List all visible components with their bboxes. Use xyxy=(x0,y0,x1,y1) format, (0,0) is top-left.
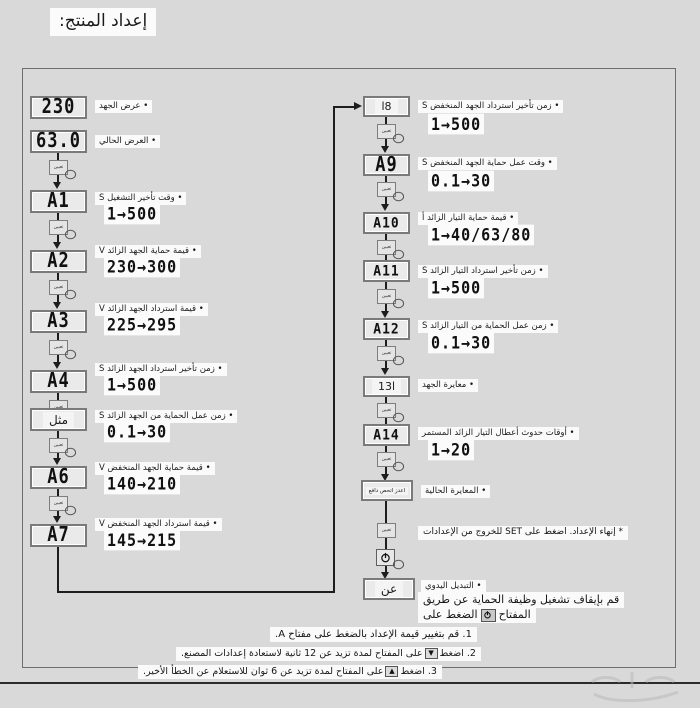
manual-switch-after: المفتاح xyxy=(498,608,531,621)
lcd-code-3: A2 xyxy=(47,249,70,273)
lcd-box-a4 xyxy=(30,370,87,393)
value-a3: 225→295 xyxy=(104,315,180,336)
value-a8: 1→500 xyxy=(428,114,484,135)
set-button-label: تعيين xyxy=(53,345,64,350)
manual-switch-line1: قم بإيقاف تشغيل وظيفة الحماية عن طريق xyxy=(418,592,624,608)
lcd-code-5: A4 xyxy=(47,369,70,393)
lcd-box-a12 xyxy=(363,318,410,340)
set-button-label: تعيين xyxy=(381,294,392,299)
set-button-r0[interactable] xyxy=(377,124,396,139)
value-a6: 140→210 xyxy=(104,474,180,495)
value-a2: 230→300 xyxy=(104,257,180,278)
set-button-label: تعيين xyxy=(381,245,392,250)
instruction-3-post: على المفتاح لمدة تزيد عن 6 ثوان للاستعلام عن الخطأ الأخير. xyxy=(143,666,384,677)
set-button-label: تعيين xyxy=(381,528,392,533)
value-a7: 145→215 xyxy=(104,530,180,551)
arrow-icon xyxy=(381,204,389,211)
set-button-label: تعيين xyxy=(53,501,64,506)
set-button-2[interactable] xyxy=(49,220,68,235)
arrow-icon xyxy=(354,102,362,110)
instruction-1 xyxy=(270,627,477,642)
instruction-1-num: 1. xyxy=(462,629,472,640)
set-button-4[interactable] xyxy=(49,340,68,355)
connector-line xyxy=(333,106,335,593)
lcd-box-a13 xyxy=(363,376,410,397)
label-a7: • قيمة استرداد الجهد المنخفض V xyxy=(95,518,222,531)
set-button-label: تعيين xyxy=(381,457,392,462)
label-a12: • زمن عمل الحماية من التيار الزائد S xyxy=(418,320,558,333)
manual-switch-code: عن xyxy=(375,581,403,597)
instruction-2-num: 2. xyxy=(466,648,476,659)
lcd-code-r6: A14 xyxy=(373,426,400,444)
label-current-calibration: • المعايرة الحالية xyxy=(421,485,490,498)
lcd-code-r7: اعدز اتحص دافع xyxy=(366,487,409,495)
power-icon xyxy=(380,552,391,563)
set-button-label: تعيين xyxy=(381,187,392,192)
label-a4: • زمن تأخير استرداد الجهد الزائد S xyxy=(95,363,227,376)
set-button-label: تعيين xyxy=(381,351,392,356)
lcd-box-a1 xyxy=(30,190,87,213)
instruction-1-text: قم بتغيير قيمة الإعداد بالضغط على مفتاح A. xyxy=(275,629,460,640)
lcd-code-2: A1 xyxy=(47,189,70,213)
lcd-code-7: A6 xyxy=(47,465,70,489)
label-a2: • قيمة حماية الجهد الزائد V xyxy=(95,245,201,258)
set-button-r4[interactable] xyxy=(377,346,396,361)
instruction-2-pre: اضغط xyxy=(439,648,464,659)
value-a4: 1→500 xyxy=(104,375,160,396)
lcd-box-a7 xyxy=(30,524,87,547)
label-voltage-display: • عرض الجهد xyxy=(95,100,152,113)
exit-note: * إنهاء الإعداد. اضغط على SET للخروج من الإعدادات xyxy=(418,526,628,540)
lcd-code-r2: A10 xyxy=(373,214,400,232)
label-a10: • قيمة حماية التيار الزائد أ xyxy=(418,212,518,225)
label-a9: • وقت عمل حماية الجهد المنخفض S xyxy=(418,157,557,170)
value-a10: 1→40/63/80 xyxy=(428,225,534,246)
instruction-2-post: على المفتاح لمدة تزيد عن 12 ثانية لاستعادة إعدادات المصنع. xyxy=(181,648,423,659)
lcd-code-8: A7 xyxy=(47,523,70,547)
lcd-box-voltage-display xyxy=(30,96,87,119)
set-button-r6[interactable] xyxy=(377,452,396,467)
manual-switch-before: الضغط على xyxy=(423,608,478,621)
label-a11: • زمن تأخير استرداد التيار الزائد S xyxy=(418,265,548,278)
set-button-exit[interactable] xyxy=(377,523,396,538)
power-button[interactable] xyxy=(376,549,395,566)
value-a12: 0.1→30 xyxy=(428,333,494,354)
arrow-icon xyxy=(381,311,389,318)
label-current-display: • العرض الحالي xyxy=(95,135,160,148)
set-button-r3[interactable] xyxy=(377,289,396,304)
lcd-box-current-display xyxy=(30,130,87,153)
lcd-box-manual-switch xyxy=(363,578,415,600)
lcd-code-r0: 8ا xyxy=(375,99,397,114)
label-a1: • وقت تأخير التشغيل S xyxy=(95,192,186,205)
instruction-2 xyxy=(176,647,481,661)
arrow-icon xyxy=(381,146,389,153)
page-title: إعداد المنتج: xyxy=(50,8,156,36)
arrow-icon xyxy=(53,362,61,369)
arrow-icon xyxy=(53,516,61,523)
set-button-r1[interactable] xyxy=(377,182,396,197)
lcd-code-4: A3 xyxy=(47,309,70,333)
lcd-box-current-calibration xyxy=(361,480,413,501)
label-manual-switch: • التبديل اليدوي xyxy=(421,580,486,593)
value-a11: 1→500 xyxy=(428,278,484,299)
lcd-box-a14 xyxy=(363,424,410,446)
set-button-r2[interactable] xyxy=(377,240,396,255)
set-button-1[interactable] xyxy=(49,160,68,175)
instruction-3-num: 3. xyxy=(427,666,437,677)
set-button-r5[interactable] xyxy=(377,403,396,418)
arrow-icon xyxy=(53,182,61,189)
connector-line xyxy=(385,501,387,525)
set-button-7[interactable] xyxy=(49,496,68,511)
connector-line xyxy=(57,591,335,593)
set-button-label: تعيين xyxy=(53,443,64,448)
value-a1: 1→500 xyxy=(104,204,160,225)
set-button-6[interactable] xyxy=(49,438,68,453)
lcd-code-r1: A9 xyxy=(375,152,398,177)
lcd-box-a11 xyxy=(363,260,410,282)
lcd-box-a5 xyxy=(30,408,87,431)
arrow-icon xyxy=(53,302,61,309)
manual-switch-line2 xyxy=(418,607,536,623)
arrow-icon xyxy=(53,242,61,249)
watermark-logo xyxy=(588,664,692,704)
label-a14: • أوقات حدوث أعطال التيار الزائد المستمر xyxy=(418,427,579,440)
inline-power-icon xyxy=(481,609,496,622)
arrow-up-key-icon[interactable]: ▲ xyxy=(385,666,398,677)
set-button-label: تعيين xyxy=(53,225,64,230)
lcd-code-r4: A12 xyxy=(373,320,400,338)
lcd-box-a2 xyxy=(30,250,87,273)
lcd-code-r5: ا13 xyxy=(372,379,401,394)
set-button-label: تعيين xyxy=(53,285,64,290)
label-a13: • معايرة الجهد xyxy=(418,379,478,392)
set-button-label: تعيين xyxy=(53,165,64,170)
bottom-divider xyxy=(0,682,700,684)
label-a5: • زمن عمل الحماية من الجهد الزائد S xyxy=(95,410,237,423)
value-a14: 1→20 xyxy=(428,440,474,461)
connector-line xyxy=(57,547,59,593)
set-button-3[interactable] xyxy=(49,280,68,295)
arrow-down-key-icon[interactable]: ▼ xyxy=(425,648,438,659)
value-a5: 0.1→30 xyxy=(104,422,170,443)
lcd-code-1: 63.0 xyxy=(36,129,81,153)
set-button-label: تعيين xyxy=(381,408,392,413)
set-button-label: تعيين xyxy=(381,129,392,134)
label-a3: • قيمة استرداد الجهد الزائد V xyxy=(95,303,208,316)
lcd-code-6: مثل xyxy=(43,412,74,428)
lcd-box-a9 xyxy=(363,154,410,176)
lcd-box-a8 xyxy=(363,96,410,117)
value-a9: 0.1→30 xyxy=(428,171,494,192)
lcd-box-a10 xyxy=(363,212,410,234)
lcd-box-a6 xyxy=(30,466,87,489)
instruction-3-pre: اضغط xyxy=(400,666,425,677)
lcd-code-0: 230 xyxy=(41,95,76,119)
arrow-icon xyxy=(53,458,61,465)
lcd-box-a3 xyxy=(30,310,87,333)
instruction-3 xyxy=(138,665,442,679)
arrow-icon xyxy=(381,368,389,375)
label-a6: • قيمة حماية الجهد المنخفض V xyxy=(95,462,215,475)
label-a8: • زمن تأخير استرداد الجهد المنخفض S xyxy=(418,100,563,113)
lcd-code-r3: A11 xyxy=(373,262,400,280)
